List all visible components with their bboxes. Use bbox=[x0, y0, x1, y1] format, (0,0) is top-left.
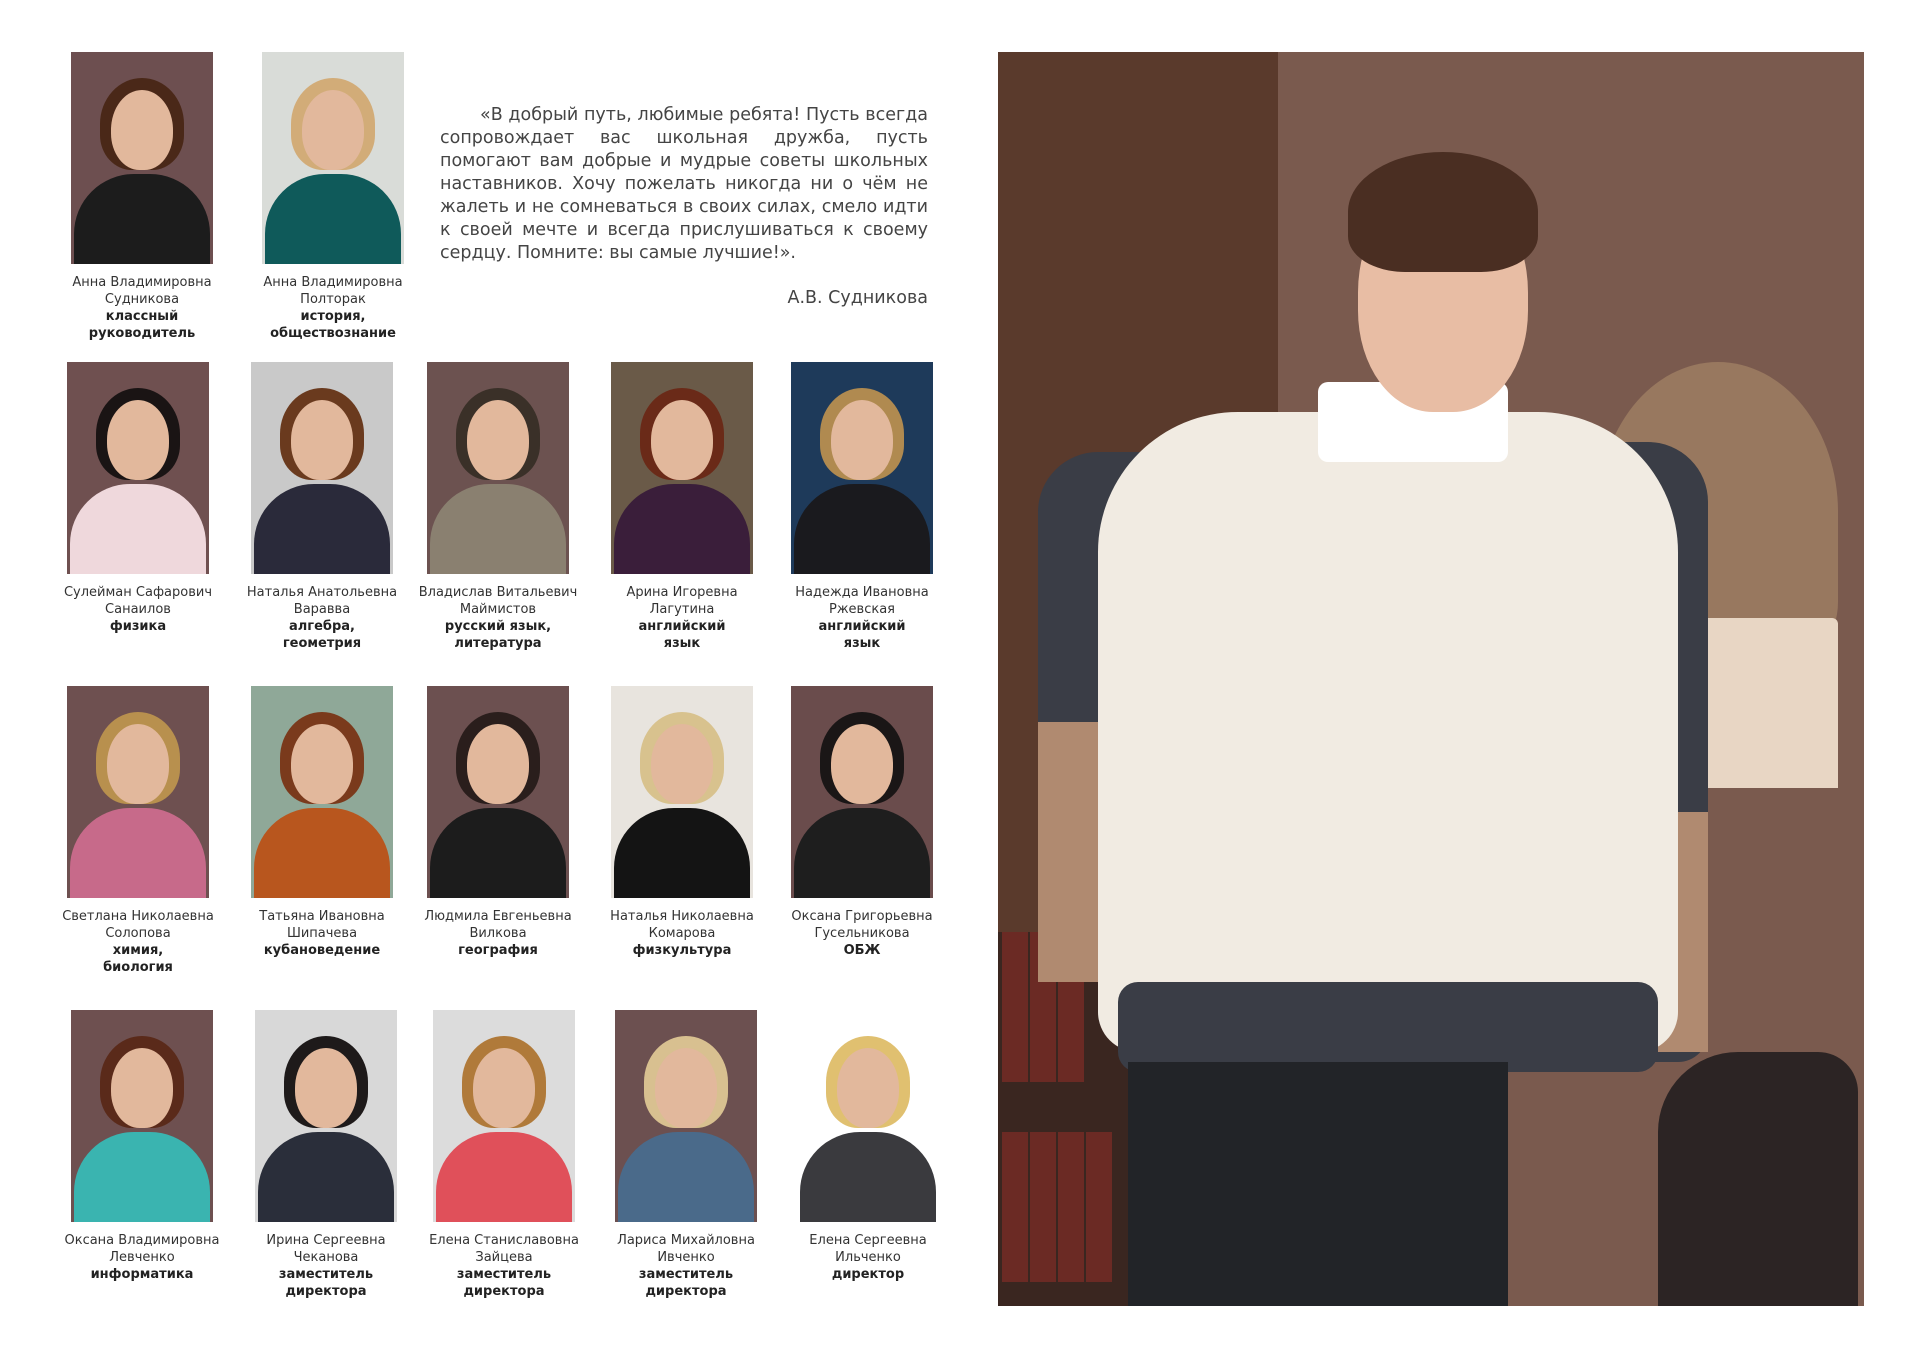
teacher-card bbox=[52, 1010, 232, 1283]
teacher-name: Наталья Анатольевна Варавва bbox=[246, 585, 398, 617]
teacher-name: Оксана Григорьевна Гусельникова bbox=[791, 909, 933, 941]
student-portrait bbox=[998, 52, 1864, 1306]
teacher-subject: физика bbox=[109, 619, 167, 634]
teacher-name: Оксана Владимировна Левченко bbox=[64, 1233, 220, 1265]
teacher-photo bbox=[797, 1010, 939, 1222]
teacher-name: Лариса Михайловна Ивченко bbox=[617, 1233, 755, 1265]
teacher-subject: алгебра, геометрия bbox=[282, 619, 362, 651]
teacher-card bbox=[778, 1010, 958, 1283]
teacher-photo bbox=[262, 52, 404, 264]
teacher-card bbox=[592, 686, 772, 959]
teacher-card bbox=[414, 1010, 594, 1300]
teacher-card bbox=[232, 362, 412, 652]
teacher-photo bbox=[427, 362, 569, 574]
teacher-name: Ирина Сергеевна Чеканова bbox=[266, 1233, 386, 1265]
teacher-card bbox=[592, 362, 772, 652]
teacher-subject: английский язык bbox=[638, 619, 726, 651]
teacher-subject: заместитель директора bbox=[456, 1267, 552, 1299]
teacher-card bbox=[243, 52, 423, 342]
teacher-name: Елена Сергеевна Ильченко bbox=[809, 1233, 927, 1265]
teacher-photo bbox=[611, 686, 753, 898]
quote-text: «В добрый путь, любимые ребята! Пусть всегда сопровождает вас школьная дружба, пусть помогают вам добрые и мудрые советы школьных наставников. Хочу пожелать никогда ни о чём не жалеть и не сомневаться в своих силах, смело идти к своей мечте и всегда прислушиваться к своему сердцу. Помните: вы самые лучшие!». bbox=[440, 105, 928, 263]
teacher-photo bbox=[251, 362, 393, 574]
teacher-name: Наталья Николаевна Комарова bbox=[610, 909, 754, 941]
teacher-card bbox=[52, 52, 232, 342]
teacher-photo bbox=[791, 362, 933, 574]
teacher-subject: английский язык bbox=[818, 619, 906, 651]
teacher-subject: физкультура bbox=[632, 943, 732, 958]
teacher-photo bbox=[255, 1010, 397, 1222]
teacher-card bbox=[772, 362, 952, 652]
teacher-subject: ОБЖ bbox=[843, 943, 881, 958]
teacher-photo bbox=[71, 52, 213, 264]
teacher-name: Владислав Витальевич Маймистов bbox=[418, 585, 578, 617]
teacher-photo bbox=[427, 686, 569, 898]
teacher-card bbox=[408, 362, 588, 652]
teacher-card bbox=[772, 686, 952, 959]
teacher-subject: заместитель директора bbox=[278, 1267, 374, 1299]
teacher-photo bbox=[611, 362, 753, 574]
teacher-subject: русский язык, литература bbox=[444, 619, 552, 651]
teacher-card bbox=[48, 686, 228, 976]
teacher-subject: директор bbox=[831, 1267, 905, 1282]
teacher-name: Сулейман Сафарович Санаилов bbox=[63, 585, 213, 617]
teacher-name: Надежда Ивановна Ржевская bbox=[795, 585, 929, 617]
quote-author: А.В. Судникова bbox=[787, 288, 928, 308]
teacher-subject: география bbox=[458, 943, 538, 958]
teacher-photo bbox=[67, 686, 209, 898]
teacher-card bbox=[596, 1010, 776, 1300]
teacher-name: Елена Станиславовна Зайцева bbox=[429, 1233, 579, 1265]
teacher-name: Светлана Николаевна Солопова bbox=[62, 909, 214, 941]
teacher-subject: история, обществознание bbox=[270, 309, 396, 341]
teacher-name: Арина Игоревна Лагутина bbox=[626, 585, 738, 617]
teacher-subject: классный руководитель bbox=[88, 309, 196, 341]
teacher-photo bbox=[71, 1010, 213, 1222]
teacher-card bbox=[236, 1010, 416, 1300]
teacher-photo bbox=[615, 1010, 757, 1222]
teacher-name: Анна Владимировна Полторак bbox=[263, 275, 403, 307]
teacher-subject: химия, биология bbox=[103, 943, 173, 975]
teacher-card bbox=[48, 362, 228, 635]
teacher-subject: заместитель директора bbox=[638, 1267, 734, 1299]
teacher-photo bbox=[251, 686, 393, 898]
teacher-name: Анна Владимировна Судникова bbox=[72, 275, 212, 307]
teacher-card bbox=[408, 686, 588, 959]
teacher-photo bbox=[791, 686, 933, 898]
teacher-photo bbox=[433, 1010, 575, 1222]
teacher-name: Людмила Евгеньевна Вилкова bbox=[424, 909, 572, 941]
teacher-card bbox=[232, 686, 412, 959]
teacher-photo bbox=[67, 362, 209, 574]
teacher-subject: кубановедение bbox=[263, 943, 381, 958]
teacher-subject: информатика bbox=[90, 1267, 194, 1282]
teacher-name: Татьяна Ивановна Шипачева bbox=[259, 909, 385, 941]
